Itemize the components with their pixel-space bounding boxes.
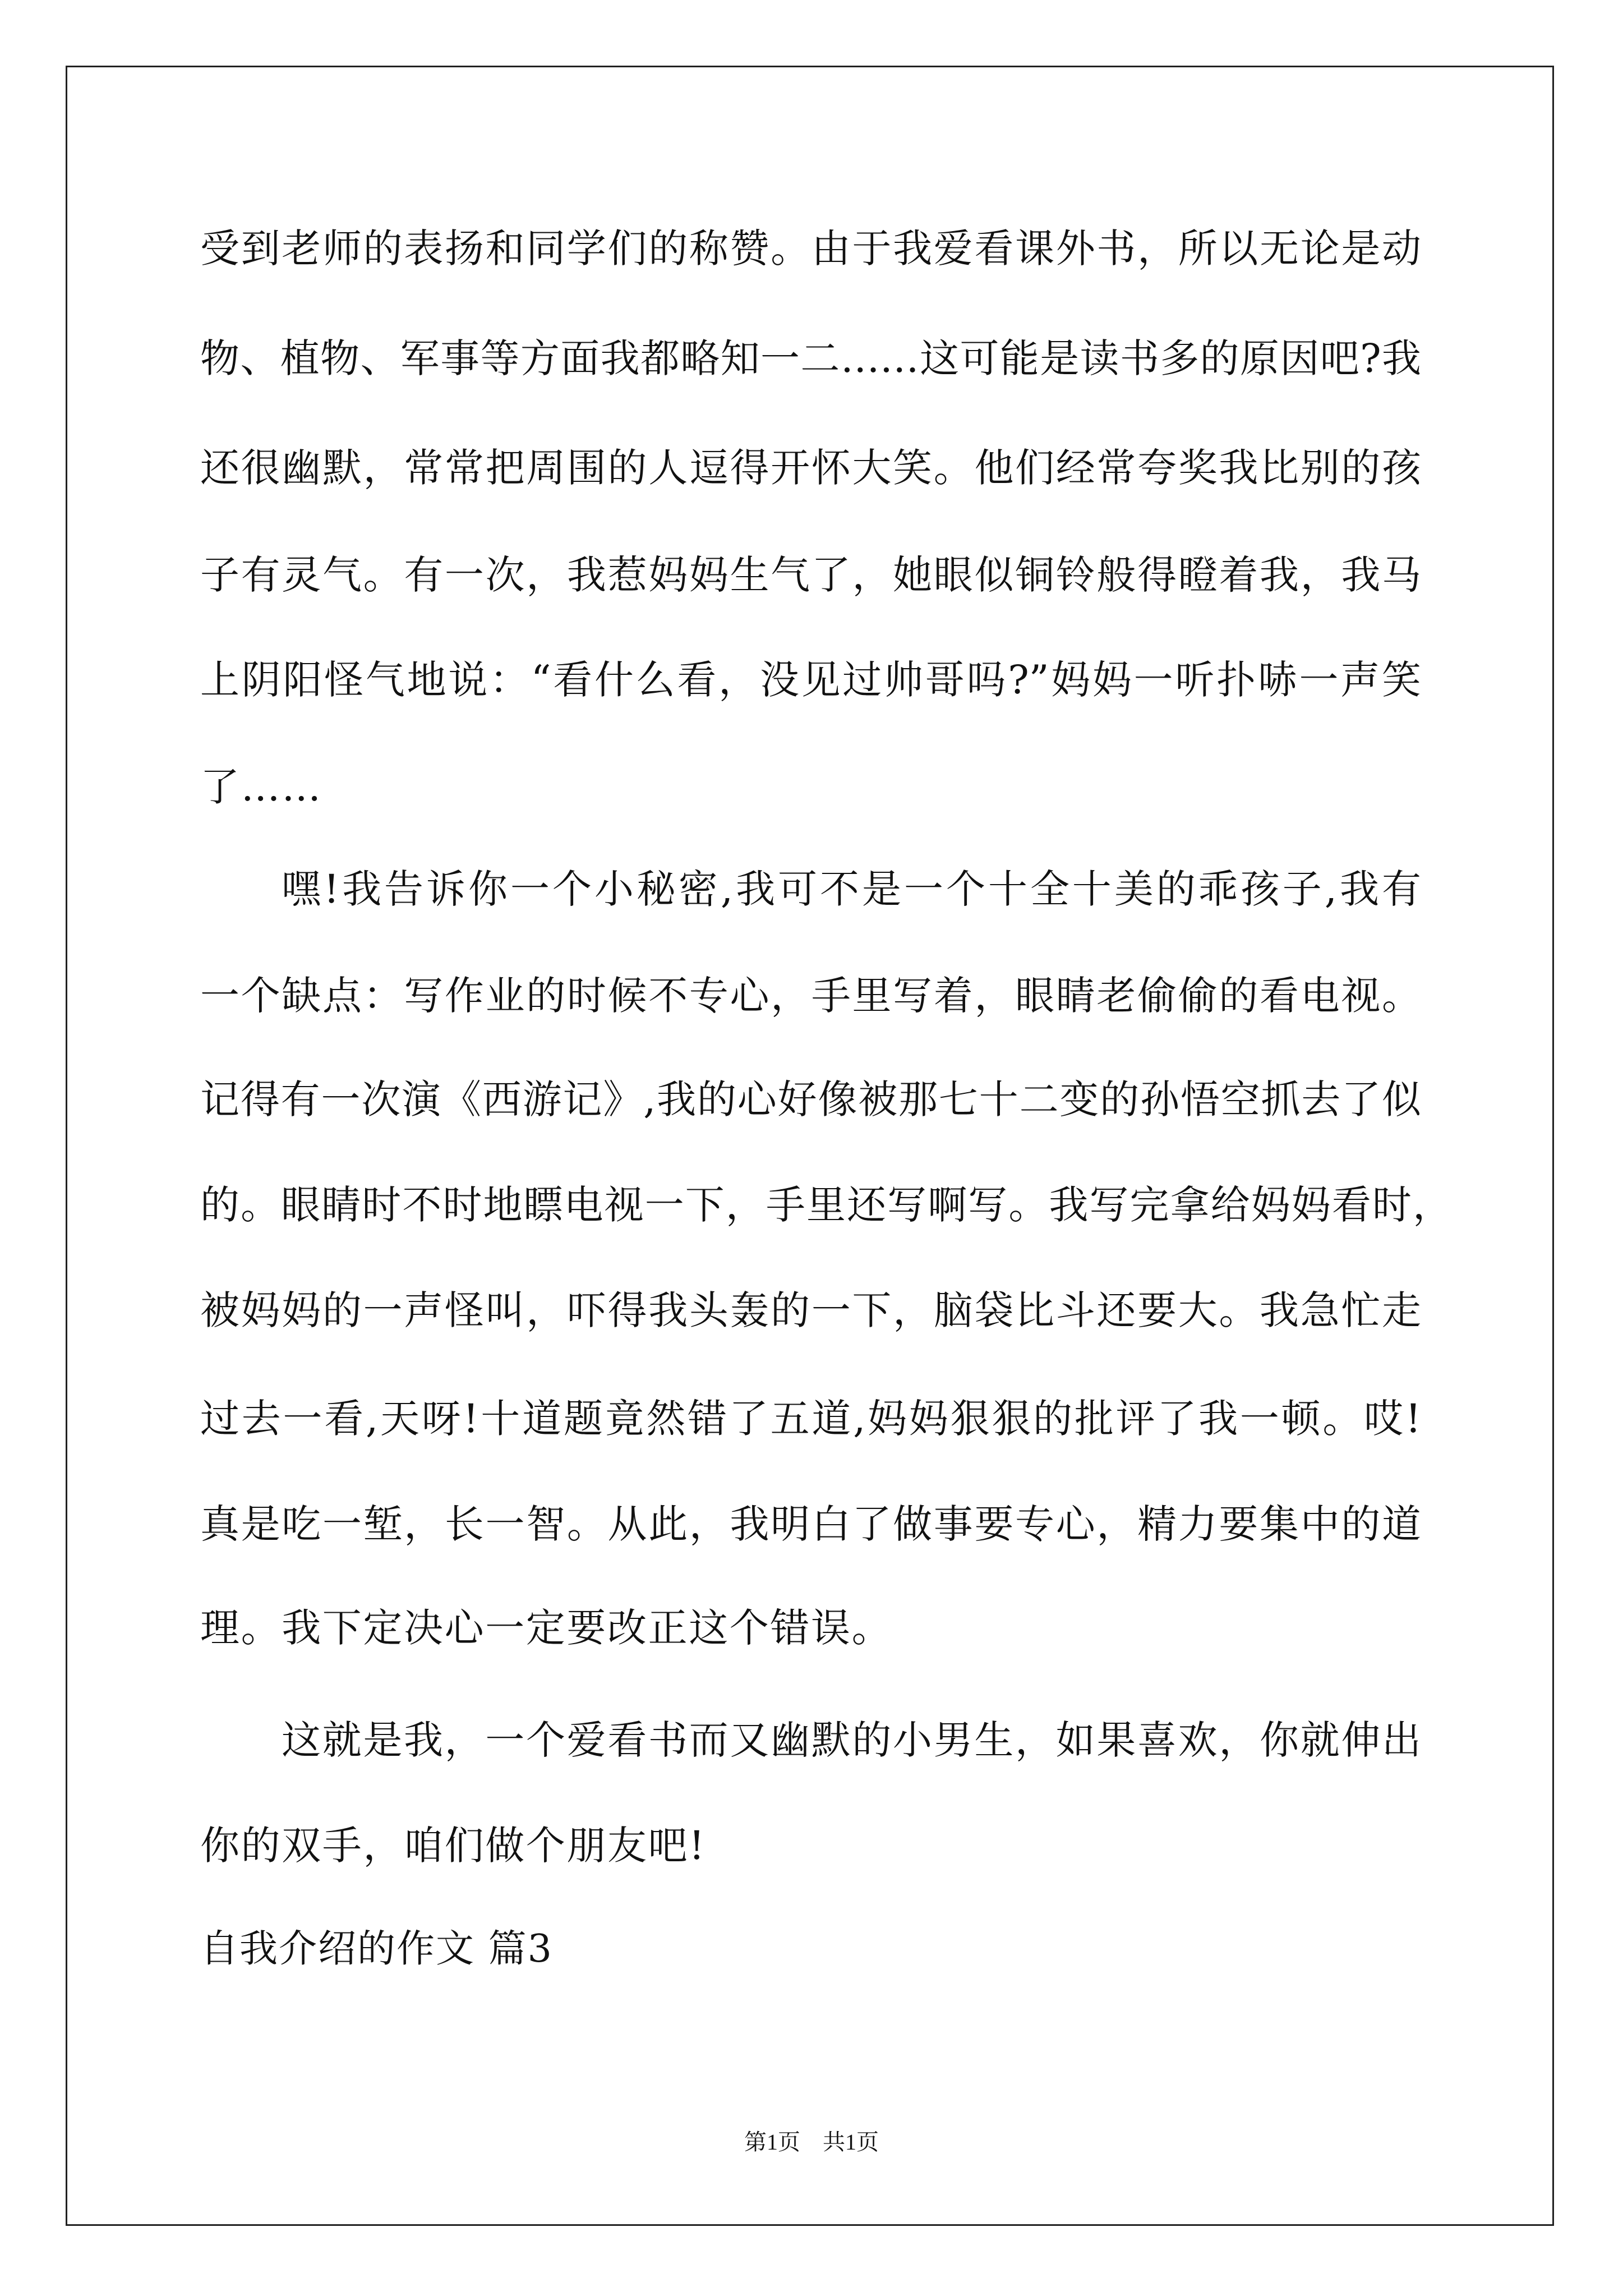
text-line: 这就是我，一个爱看书而又幽默的小男生，如果喜欢，你就伸出	[282, 1717, 1421, 1763]
text-line: 记得有一次演《西游记》,我的心好像被那七十二变的孙悟空抓去了似	[200, 1076, 1421, 1122]
text-line: 一个缺点：写作业的时候不专心，手里写着，眼睛老偷偷的看电视。	[200, 973, 1421, 1019]
page-footer: 第1页 共1页	[744, 2129, 879, 2155]
text-line: 的。眼睛时不时地瞟电视一下，手里还写啊写。我写完拿给妈妈看时，	[200, 1182, 1452, 1228]
text-line: 被妈妈的一声怪叫，吓得我头轰的一下，脑袋比斗还要大。我急忙走	[200, 1287, 1421, 1333]
page-frame	[66, 66, 1554, 2226]
text-line: 了……	[200, 764, 322, 810]
text-line: 子有灵气。有一次，我惹妈妈生气了，她眼似铜铃般得瞪着我，我马	[200, 552, 1421, 598]
text-line: 过去一看,天呀!十道题竟然错了五道,妈妈狠狠的批评了我一顿。哎!	[200, 1396, 1421, 1442]
text-line: 还很幽默，常常把周围的人逗得开怀大笑。他们经常夸奖我比别的孩	[200, 445, 1421, 491]
text-line: 物、植物、军事等方面我都略知一二……这可能是读书多的原因吧?我	[200, 335, 1421, 381]
text-line: 真是吃一堑，长一智。从此，我明白了做事要专心，精力要集中的道	[200, 1501, 1421, 1547]
text-line: 理。我下定决心一定要改正这个错误。	[200, 1605, 893, 1651]
text-line: 嘿!我告诉你一个小秘密,我可不是一个十全十美的乖孩子,我有	[282, 866, 1421, 912]
text-line: 上阴阳怪气地说：“看什么看，没见过帅哥吗?”妈妈一听扑哧一声笑	[200, 657, 1421, 703]
text-line: 你的双手，咱们做个朋友吧!	[200, 1823, 706, 1869]
section-heading: 自我介绍的作文 篇3	[200, 1927, 553, 1971]
text-line: 受到老师的表扬和同学们的称赞。由于我爱看课外书，所以无论是动	[200, 226, 1421, 272]
